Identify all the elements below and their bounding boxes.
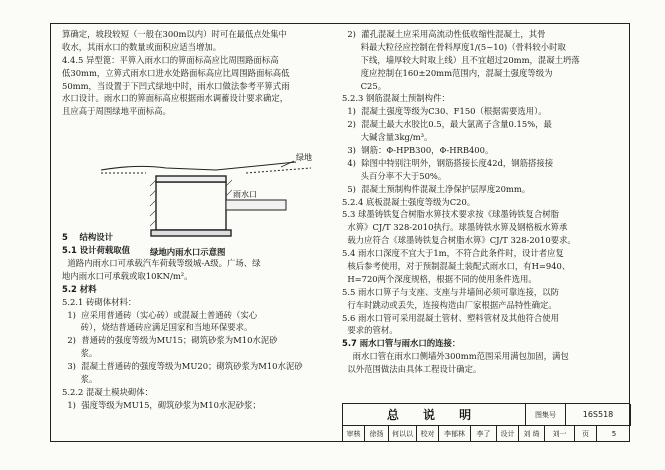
text-line: 1) 混凝土强度等级为C30、F150（根据需要选用）。	[342, 106, 547, 117]
text-line: 地内雨水口可承载或取10KN/m²。	[62, 270, 193, 281]
text-line: 5.2 材料	[62, 283, 97, 294]
signature-row	[343, 426, 631, 442]
text-line: 料最大粒径应控制在骨料厚度1/(5~10)（骨料较小时取	[342, 41, 566, 52]
text-line: 算确定，坡段较短（一般在300m以内）时可在最低点处集中	[62, 29, 287, 39]
text-line: 载力应符合《球墨铸铁复合树脂水箅》CJ/T 328-2010要求。	[342, 235, 576, 246]
designer-signature: 刘一	[545, 426, 575, 442]
text-line: C25。	[342, 80, 387, 91]
text-line: 且应高于周围绿地平面标高。	[62, 106, 171, 117]
text-line: 低30mm，立箅式雨水口进水处路面标高应比周围路面标高低	[62, 67, 290, 78]
reviewer-signature: 何以以	[389, 426, 417, 442]
text-line: 5.3 球墨铸铁复合树脂水箅技术要求按《球墨铸铁复合树脂	[342, 209, 559, 220]
outlet-pipe	[226, 200, 286, 210]
text-line: 3) 混凝土普通砖的强度等级为MU20；砌筑砂浆为M10水泥砂	[62, 361, 303, 372]
text-line: 4) 除图中特别注明外，钢筋搭接长度42d，钢筋搭接接	[342, 157, 554, 168]
inlet-label: 雨水口	[233, 190, 257, 199]
figure-caption: 绿地内雨水口示意图	[150, 247, 226, 257]
text-line: 下线，墙厚较大时取上线）且不宜超过20mm，混凝土坍落	[342, 54, 580, 65]
atlas-number: 16S518	[566, 404, 631, 426]
text-line: 头百分率不大于50%。	[342, 170, 447, 181]
checker-signature: 李了	[471, 426, 497, 442]
text-line: 5.2.3 钢筋混凝土预制构件：	[342, 93, 450, 104]
designer-name: 刘 绮	[519, 426, 545, 442]
page-label: 页	[575, 426, 597, 442]
text-line: 5) 混凝土预制构件混凝土净保护层厚度20mm。	[342, 183, 531, 194]
checker-name: 李郁林	[439, 426, 471, 442]
text-line: 4.4.5 异型篦：平箅入雨水口的箅面标高应比周围路面标高	[62, 54, 279, 65]
text-line: 水口设计。雨水口的箅面标高应根据雨水调蓄设计要求确定，	[62, 93, 289, 104]
hatching-walls	[150, 180, 232, 226]
text-line: 核后参考使用，对于预制混凝土装配式雨水口，有H=940、	[342, 261, 571, 272]
text-line: 1) 应采用普通砖（实心砖）或混凝土普通砖（实心	[62, 309, 258, 320]
text-line: 水箅》CJ/T 328-2010执行。球墨铸铁水箅及钢格板水箅承	[342, 222, 568, 233]
text-line: 5.2.1 砖砌体材料：	[62, 296, 137, 307]
text-line: 2) 普通砖的强度等级为MU15；砌筑砂浆为M10水泥砂	[62, 335, 278, 346]
right-text-column	[342, 28, 620, 376]
text-line: 雨水口管在雨水口侧墙外300mm范围采用满包加固，满包	[342, 351, 569, 362]
page-number: 5	[611, 430, 617, 438]
text-line: 要求的管材。	[342, 325, 398, 336]
review-label: 审核	[343, 426, 365, 442]
text-line: 2) 混凝土最大水胶比0.5，最大氯离子含量0.15%，最	[342, 119, 552, 130]
sheet-title: 总 说 明	[343, 404, 526, 426]
atlas-label: 图集号	[526, 404, 566, 426]
text-line: 3) 钢筋：Φ-HPB300，Φ-HRB400。	[342, 145, 494, 156]
text-line: 度应控制在160±20mm范围内，混凝土强度等级为	[342, 67, 553, 78]
text-line: 5.7 雨水口管与雨水口的连接：	[342, 338, 461, 349]
reviewer-name: 徐扬	[365, 426, 389, 442]
text-line: 行车时跳动或丢失，连接构造由厂家根据产品特性确定。	[342, 299, 557, 310]
figure-ground-surface	[101, 162, 311, 173]
text-line: 5.4 雨水口深度不宜大于1m，不符合此条件时，设计者应复	[342, 248, 564, 259]
text-line: 以外范围做法由具体工程设计确定。	[342, 364, 482, 375]
inlet-box	[151, 176, 231, 236]
text-line: 5.2.2 混凝土模块砌体：	[62, 386, 153, 397]
text-line: 砖），烧结普通砖应满足国家和当地环保要求。	[62, 322, 253, 333]
greenbelt-label: 绿地	[296, 153, 312, 162]
text-line: 5.1 设计荷载取值	[62, 245, 131, 256]
title-block	[342, 403, 630, 442]
text-line: 5.2.4 底板混凝土强度等级为C20。	[342, 196, 476, 207]
text-line: 道路内雨水口可承载汽车荷载等级城-A级。广场、绿	[62, 258, 261, 269]
greenbelt-leader	[281, 161, 294, 167]
design-label: 设计	[497, 426, 519, 442]
text-line: 5.5 雨水口箅子与支座、支座与井墙间必须可靠连接，以防	[342, 286, 559, 297]
text-line: 5.6 雨水口管可采用混凝土管材、塑料管材及其他符合使用	[342, 312, 559, 323]
text-line: 2) 灌孔混凝土应采用高流动性低收缩性混凝土，其骨	[342, 29, 546, 39]
text-line: 浆。	[62, 348, 98, 359]
text-line: 50mm，当设置于下凹式绿地中时，雨水口做法参考平箅式雨	[62, 80, 290, 91]
text-line: 浆。	[62, 374, 98, 385]
text-line: H=720两个深度规格，根据不同的使用条件选用。	[342, 273, 537, 284]
text-line: 大碱含量3kg/m³。	[342, 132, 433, 143]
text-line: 5 结构设计	[62, 232, 113, 243]
text-line: 1) 强度等级为MU15，砌筑砂浆为M10水泥砂浆；	[62, 399, 261, 410]
check-label: 校对	[417, 426, 439, 442]
text-line: 收水，其雨水口的数量或面积应适当增加。	[62, 41, 222, 52]
